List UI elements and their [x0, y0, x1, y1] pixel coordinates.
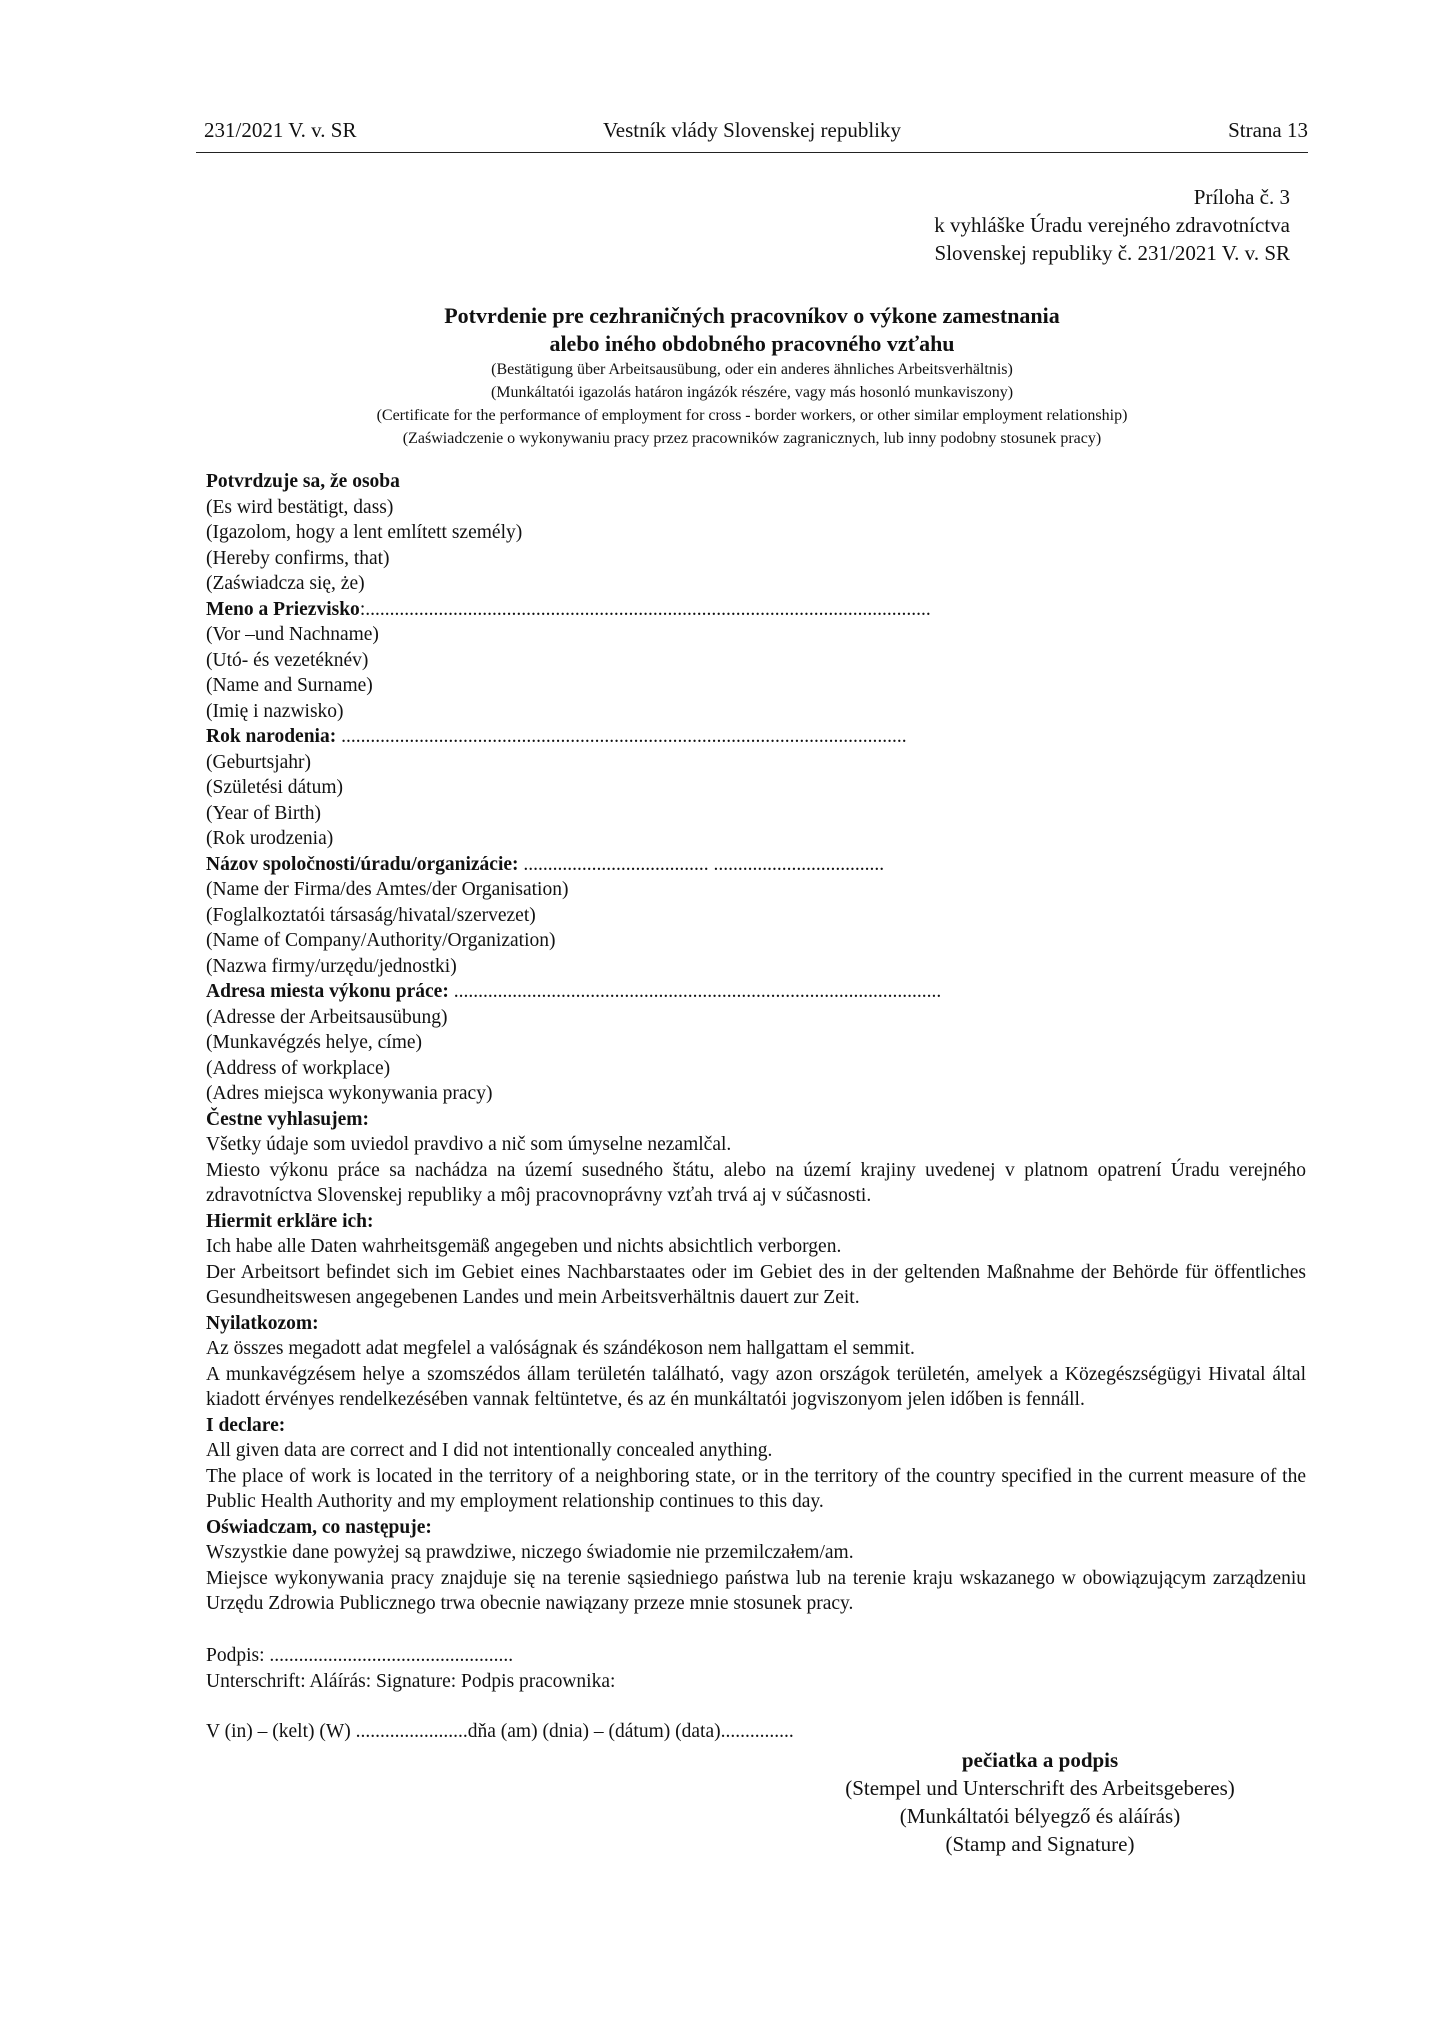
declaration-heading-pl: Oświadczam, co następuje:	[206, 1516, 432, 1538]
place-date-field[interactable]: V (in) – (kelt) (W) .......................dňa (am) (dnia) – (dátum) (data)...............	[206, 1721, 794, 1742]
confirm-translation: (Es wird bestätigt, dass)	[206, 496, 394, 518]
page-header	[196, 118, 1308, 153]
confirm-heading: Potvrdzuje sa, že osoba	[206, 471, 400, 492]
stamp-section	[800, 1746, 1280, 1858]
birth-field	[206, 724, 1306, 750]
signature-blank[interactable]: ..................................................	[264, 1645, 514, 1666]
declaration-line-sk: Všetky údaje som uviedol pravdivo a nič som úmyselne nezamlčal.	[206, 1134, 732, 1155]
title-translation-hu: (Munkáltatói igazolás határon ingázók részére, vagy más hosonló munkaviszony)	[490, 384, 1014, 401]
confirm-translation: (Zaświadcza się, że)	[206, 573, 365, 594]
address-field-translation: (Adresse der Arbeitsausübung)	[206, 1006, 448, 1028]
address-field-blank[interactable]: ....................................................................................................	[448, 981, 942, 1002]
signature-label: Podpis:	[206, 1645, 265, 1666]
declaration-heading-hu: Nyilatkozom:	[206, 1312, 319, 1334]
declaration-heading-sk: Čestne vyhlasujem:	[206, 1108, 370, 1130]
declaration-paragraph-pl: Miejsce wykonywania pracy znajduje się na terenie sąsiedniego państwa lub na terenie kraju wskazanego w obowiązującym zarządzeniu Urzędu Zdrowia Publicznego trwa obecnie nawiązany przeze mnie stosunek pracy.	[206, 1567, 1306, 1614]
address-field-translation: (Address of workplace)	[206, 1057, 391, 1079]
title-translation-pl: (Zaświadczenie o wykonywaniu pracy przez pracowników zagranicznych, lub inny podobny stosunek pracy)	[402, 430, 1102, 447]
declaration-heading-en: I declare:	[206, 1414, 286, 1436]
declaration-paragraph-sk: Miesto výkonu práce sa nachádza na území susedného štátu, alebo na území krajiny uvedenej v platnom opatrení Úradu verejného zdravotníctva Slovenskej republiky a môj pracovnoprávny vzťah trvá aj v súčasnosti.	[206, 1159, 1306, 1206]
declaration-line-hu: Az összes megadott adat megfelel a valóságnak és szándékoson nem hallgattam el semmit.	[206, 1338, 915, 1359]
stamp-translation: (Stempel und Unterschrift des Arbeitsgeberes)	[845, 1776, 1235, 1800]
confirm-translation: (Igazolom, hogy a lent említett személy)	[206, 522, 523, 543]
company-field-translation: (Nazwa firmy/urzędu/jednostki)	[206, 955, 457, 977]
company-field	[206, 852, 1306, 878]
birth-field-translation: (Rok urodzenia)	[206, 828, 334, 849]
confirm-translation: (Hereby confirms, that)	[206, 547, 390, 569]
declaration-paragraph-en: The place of work is located in the territory of a neighboring state, or in the territory of the country specified in the current measure of the Public Health Authority and my employment relationship continues to this day.	[206, 1465, 1306, 1512]
declaration-line-de: Ich habe alle Daten wahrheitsgemäß angegeben und nichts absichtlich verborgen.	[206, 1236, 842, 1257]
birth-field-label: Rok narodenia:	[206, 726, 337, 747]
title-line: alebo iného obdobného pracovného vzťahu	[549, 331, 955, 356]
document-title	[196, 302, 1308, 450]
company-field-translation: (Name of Company/Authority/Organization)	[206, 930, 556, 951]
signature-field	[206, 1643, 1306, 1669]
name-field-translation: (Vor –und Nachname)	[206, 624, 379, 645]
company-field-label: Názov spoločnosti/úradu/organizácie:	[206, 853, 519, 875]
company-field-translation: (Foglalkoztatói társaság/hivatal/szervezet)	[206, 904, 536, 926]
name-field-translation: (Name and Surname)	[206, 675, 373, 696]
header-journal-title: Vestník vlády Slovenskej republiky	[602, 118, 902, 142]
header-journal-number: 231/2021 V. v. SR	[204, 118, 357, 142]
annex-reference	[934, 183, 1290, 267]
birth-field-translation: (Geburtsjahr)	[206, 751, 312, 773]
declaration-paragraph-hu: A munkavégzésem helye a szomszédos állam területén található, vagy azon országok területén, amelyek a Közegészségügyi Hivatal által kiadott érvényes rendelkezésében vannak feltüntetve, és az én munkáltatói jogviszonyom jelen időben is fennáll.	[206, 1363, 1306, 1410]
birth-field-translation: (Year of Birth)	[206, 802, 322, 824]
stamp-translation: (Stamp and Signature)	[945, 1832, 1135, 1856]
address-field-translation: (Munkavégzés helye, címe)	[206, 1032, 423, 1053]
signature-translations: Unterschrift: Aláírás: Signature: Podpis pracownika:	[206, 1670, 616, 1692]
name-field	[206, 597, 1306, 623]
declaration-line-pl: Wszystkie dane powyżej są prawdziwe, niczego świadomie nie przemilczałem/am.	[206, 1542, 854, 1563]
spacer	[206, 1694, 1306, 1719]
name-field-label: Meno a Priezvisko	[206, 598, 360, 620]
annex-line: Príloha č. 3	[1193, 185, 1290, 209]
company-field-translation: (Name der Firma/des Amtes/der Organisation)	[206, 879, 569, 900]
address-field-label: Adresa miesta výkonu práce:	[206, 981, 449, 1002]
birth-field-blank[interactable]: ....................................................................................................................	[336, 726, 907, 747]
declaration-paragraph-de: Der Arbeitsort befindet sich im Gebiet eines Nachbarstaates oder im Gebiet des in der geltenden Maßnahme der Behörde für öffentliches Gesundheitswesen angegebenen Landes und mein Arbeitsverhältnis dauert zur Zeit.	[206, 1261, 1306, 1308]
name-field-blank[interactable]: :....................................................................................................................	[359, 598, 931, 620]
header-page-number: Strana 13	[1228, 118, 1308, 142]
company-field-blank[interactable]: ...................................... ...................................	[518, 853, 885, 875]
form-body	[206, 469, 1306, 1617]
name-field-translation: (Utó- és vezetéknév)	[206, 649, 369, 671]
annex-line: Slovenskej republiky č. 231/2021 V. v. SR	[934, 241, 1290, 265]
title-line: Potvrdenie pre cezhraničných pracovníkov o výkone zamestnania	[444, 303, 1060, 328]
signature-section	[206, 1643, 1306, 1745]
address-field	[206, 979, 1306, 1005]
address-field-translation: (Adres miejsca wykonywania pracy)	[206, 1083, 493, 1104]
title-translation-en: (Certificate for the performance of employment for cross - border workers, or other similar employment relationship)	[376, 407, 1128, 424]
declaration-heading-de: Hiermit erkläre ich:	[206, 1210, 374, 1232]
stamp-translation: (Munkáltatói bélyegző és aláírás)	[899, 1804, 1181, 1828]
annex-line: k vyhláške Úradu verejného zdravotníctva	[934, 213, 1290, 237]
name-field-translation: (Imię i nazwisko)	[206, 700, 344, 722]
birth-field-translation: (Születési dátum)	[206, 777, 344, 798]
stamp-title: pečiatka a podpis	[961, 1748, 1119, 1772]
declaration-line-en: All given data are correct and I did not intentionally concealed anything.	[206, 1440, 773, 1461]
title-translation-de: (Bestätigung über Arbeitsausübung, oder ein anderes ähnliches Arbeitsverhältnis)	[491, 361, 1013, 378]
